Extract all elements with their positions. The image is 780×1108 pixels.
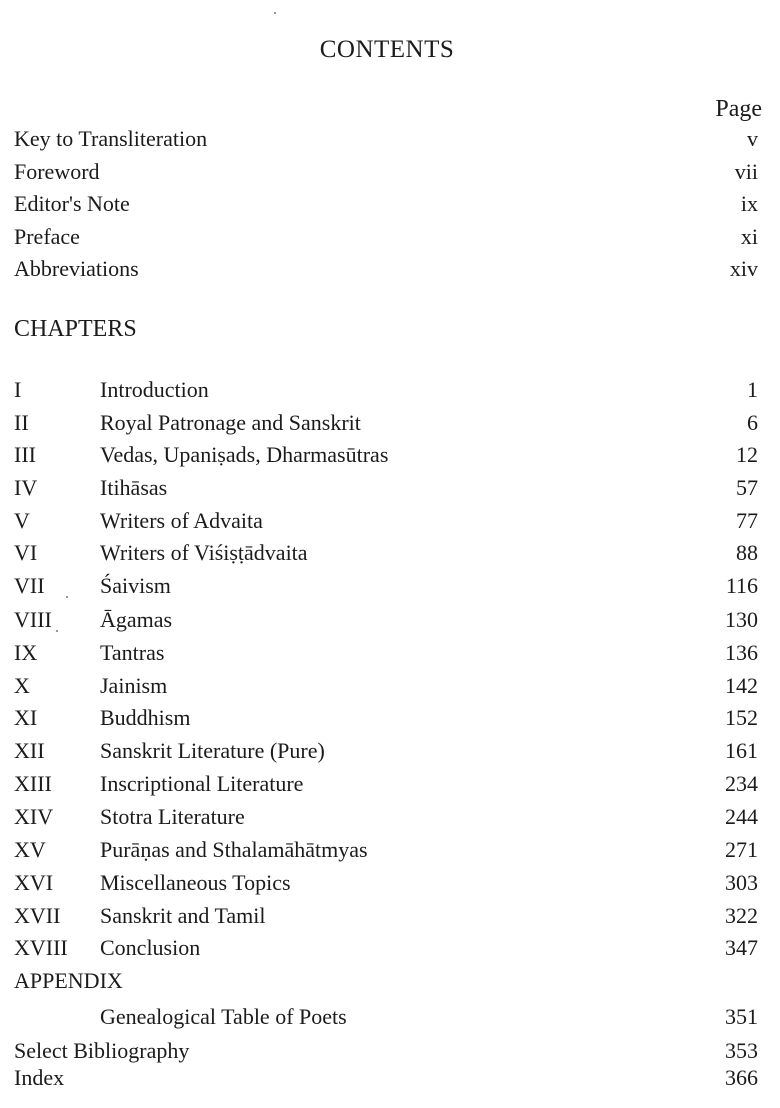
front-matter-item — [14, 254, 758, 284]
chapter-title: Purāṇas and Sthalamāhātmyas — [100, 837, 368, 862]
front-matter-item — [14, 157, 758, 187]
page-title: CONTENTS — [319, 36, 455, 63]
chapter-number: VIII — [14, 607, 52, 632]
chapter-number: XVI — [14, 870, 54, 895]
chapter-title: Vedas, Upaniṣads, Dharmasūtras — [100, 442, 389, 467]
entry-page: 353 — [725, 1038, 758, 1063]
chapter-title: Inscriptional Literature — [100, 771, 304, 796]
chapter-row — [14, 769, 758, 799]
chapter-title: Introduction — [100, 377, 209, 402]
chapter-number: IX — [14, 640, 38, 665]
appendix-heading: APPENDIX — [14, 968, 123, 993]
chapter-row — [14, 835, 758, 865]
entry-page: xi — [740, 224, 758, 249]
chapter-page: 244 — [725, 804, 758, 829]
chapter-page: 271 — [725, 837, 758, 862]
entry-label: Abbreviations — [14, 256, 139, 281]
chapter-number: XVII — [14, 903, 61, 928]
chapter-title: Śaivism — [100, 573, 171, 598]
back-matter-item — [14, 1063, 758, 1093]
chapter-title: Writers of Viśiṣṭādvaita — [100, 540, 308, 565]
appendix-item — [14, 1002, 758, 1032]
chapter-page: 57 — [736, 475, 758, 500]
front-matter-item — [14, 222, 758, 252]
chapter-page: 6 — [747, 410, 758, 435]
chapter-title: Stotra Literature — [100, 804, 245, 829]
chapter-page: 142 — [725, 673, 758, 698]
entry-page: vii — [734, 159, 758, 184]
chapter-page: 88 — [736, 540, 758, 565]
chapter-page: 136 — [725, 640, 758, 665]
chapter-title: Sanskrit Literature (Pure) — [100, 738, 325, 763]
chapter-number: II — [14, 410, 29, 435]
chapter-title: Jainism — [100, 673, 168, 698]
scan-speck — [274, 12, 276, 14]
chapter-title: Miscellaneous Topics — [100, 870, 291, 895]
chapter-row — [14, 802, 758, 832]
scan-speck — [66, 596, 68, 598]
chapter-title: Itihāsas — [100, 475, 168, 500]
entry-page: ix — [740, 191, 758, 216]
chapter-number: VII — [14, 573, 45, 598]
entry-page: 366 — [725, 1065, 758, 1090]
chapter-title: Conclusion — [100, 935, 201, 960]
chapter-number: V — [14, 508, 30, 533]
page-column-header: Page — [715, 96, 762, 122]
entry-label: Select Bibliography — [14, 1038, 190, 1063]
chapter-title: Writers of Advaita — [100, 508, 263, 533]
entry-label: Editor's Note — [14, 191, 130, 216]
chapter-page: 130 — [725, 607, 758, 632]
chapter-row — [14, 671, 758, 701]
chapter-page: 322 — [725, 903, 758, 928]
entry-page: xiv — [729, 256, 758, 281]
chapter-row — [14, 440, 758, 470]
chapter-page: 12 — [736, 442, 758, 467]
chapter-number: III — [14, 442, 36, 467]
chapter-title: Tantras — [100, 640, 165, 665]
appendix-item-title: Genealogical Table of Poets — [100, 1004, 347, 1029]
chapter-number: XII — [14, 738, 45, 763]
chapter-row — [14, 901, 758, 931]
chapter-number: XIII — [14, 771, 52, 796]
chapter-page: 234 — [725, 771, 758, 796]
chapter-row — [14, 933, 758, 963]
chapters-heading: CHAPTERS — [14, 316, 137, 342]
chapter-number: XI — [14, 705, 38, 730]
chapter-number: XIV — [14, 804, 54, 829]
chapter-row — [14, 638, 758, 668]
front-matter-item — [14, 124, 758, 154]
appendix-item-page: 351 — [725, 1004, 758, 1029]
chapter-title: Buddhism — [100, 705, 191, 730]
chapter-row — [14, 571, 758, 601]
chapter-page: 77 — [736, 508, 758, 533]
chapter-row — [14, 473, 758, 503]
front-matter-item — [14, 189, 758, 219]
chapter-number: XV — [14, 837, 46, 862]
chapter-title: Āgamas — [100, 607, 173, 632]
chapter-row — [14, 605, 758, 635]
chapter-row — [14, 408, 758, 438]
chapter-page: 152 — [725, 705, 758, 730]
chapter-number: X — [14, 673, 30, 698]
chapter-row — [14, 736, 758, 766]
chapter-title: Royal Patronage and Sanskrit — [100, 410, 361, 435]
chapter-page: 347 — [725, 935, 758, 960]
chapter-row — [14, 375, 758, 405]
chapter-number: I — [14, 377, 22, 402]
back-matter-item — [14, 1036, 758, 1066]
entry-label: Key to Transliteration — [14, 126, 208, 151]
chapter-row — [14, 506, 758, 536]
chapter-title: Sanskrit and Tamil — [100, 903, 266, 928]
chapter-number: XVIII — [14, 935, 68, 960]
chapter-row — [14, 868, 758, 898]
entry-label: Index — [14, 1065, 65, 1090]
chapter-row — [14, 703, 758, 733]
chapter-page: 116 — [725, 573, 758, 598]
chapter-number: IV — [14, 475, 38, 500]
entry-label: Foreword — [14, 159, 100, 184]
chapter-page: 161 — [725, 738, 758, 763]
chapter-page: 303 — [725, 870, 758, 895]
entry-label: Preface — [14, 224, 80, 249]
entry-page: v — [747, 126, 758, 151]
scan-speck — [56, 630, 58, 632]
chapter-number: VI — [14, 540, 38, 565]
chapter-page: 1 — [747, 377, 758, 402]
chapter-row — [14, 538, 758, 568]
